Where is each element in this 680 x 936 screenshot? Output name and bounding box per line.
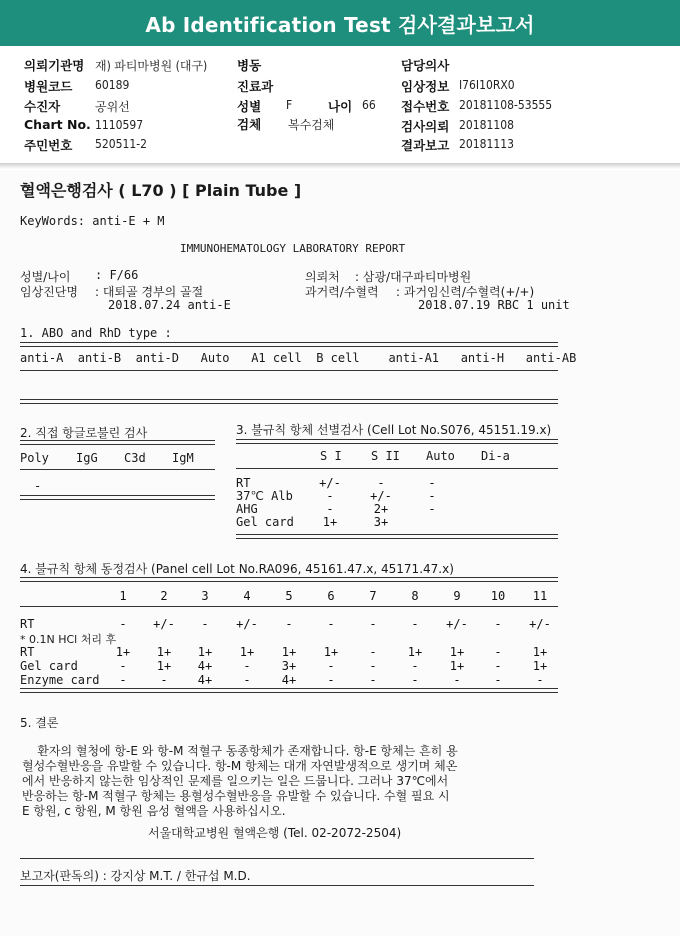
s4-cell: 1+ (115, 645, 131, 659)
request-date-label: 검사의뢰 (401, 119, 450, 134)
s4-col-header: 11 (532, 589, 548, 603)
section5-title: 5. 결론 (20, 716, 59, 730)
chart-no-value: 1110597 (95, 118, 144, 132)
s4-cell: +/- (153, 617, 175, 631)
section4-rule-top (20, 577, 558, 582)
s4-cell: - (369, 659, 377, 673)
s4-cell: +/- (236, 617, 258, 631)
s4-row-name: RT (20, 617, 35, 631)
s4-cell: - (119, 659, 127, 673)
s4-col-header: 7 (369, 589, 377, 603)
s4-cell: - (285, 617, 293, 631)
patient-header (0, 52, 680, 162)
s4-col-header: 4 (243, 589, 251, 603)
diagnosis-value: : 대퇴골 경부의 골절 (95, 285, 204, 299)
hospital-code-value: 60189 (95, 78, 130, 92)
s3-cell: - (428, 502, 436, 516)
department-label: 진료과 (237, 79, 274, 94)
s4-col-header: 5 (285, 589, 293, 603)
header-divider (0, 163, 680, 169)
s3-cell: 3+ (373, 515, 389, 529)
collector-value: 공위선 (95, 100, 130, 114)
s3-cell: - (326, 489, 334, 503)
report-title-bar (0, 0, 680, 46)
history-value: : 과거임신력/수혈력(+/+) (396, 285, 535, 299)
s4-cell: 1+ (532, 645, 548, 659)
s3-cell: - (326, 502, 334, 516)
s4-cell: 4+ (197, 659, 213, 673)
s4-cell: - (411, 617, 419, 631)
s4-cell: - (119, 673, 127, 687)
s4-row-name: * 0.1N HCl 처리 후 (20, 633, 117, 646)
s4-cell: - (243, 673, 251, 687)
s4-cell: - (411, 673, 419, 687)
s4-col-header: 3 (201, 589, 209, 603)
requester-value: : 삼광/대구파티마병원 (355, 270, 472, 284)
section1-rule-mid (20, 370, 558, 371)
s4-cell: 1+ (281, 645, 297, 659)
sex-age-value: : F/66 (95, 268, 139, 282)
report-heading: 혈액은행검사 ( L70 ) [ Plain Tube ] (20, 181, 302, 200)
collector-label: 수진자 (24, 99, 61, 114)
s2-result: - (34, 479, 42, 493)
conclusion-line: 혈성수혈반응을 유발할 수 있습니다. 항-M 항체는 대개 자연발생적으로 생기며 체온 (22, 759, 458, 773)
s4-col-header: 8 (411, 589, 419, 603)
report-date-label: 결과보고 (401, 138, 450, 153)
s3-col-auto: Auto (426, 449, 455, 463)
section1-rule-bottom (20, 399, 558, 404)
institution-label: 의뢰기관명 (24, 58, 85, 73)
conclusion-line: 환자의 혈청에 항-E 와 항-M 적혈구 동종항체가 존재합니다. 항-E 항체는 흔히 용 (22, 744, 458, 758)
s4-cell: 1+ (449, 659, 465, 673)
s3-cell: 1+ (322, 515, 338, 529)
s4-cell: 4+ (281, 673, 297, 687)
s4-cell: 1+ (449, 645, 465, 659)
s4-cell: - (494, 645, 502, 659)
s4-col-header: 6 (327, 589, 335, 603)
s4-cell: - (369, 617, 377, 631)
history-date: 2018.07.19 RBC 1 unit (418, 298, 570, 312)
section1-rule-top (20, 342, 558, 347)
section2-title: 2. 직접 항글로불린 검사 (20, 426, 148, 440)
s2-col-c3d: C3d (124, 451, 146, 465)
s4-col-header: 10 (490, 589, 506, 603)
sex-label: 성별 (237, 99, 262, 114)
specimen-label: 검체 (237, 117, 262, 132)
s4-cell: - (494, 659, 502, 673)
section3-rule-mid (236, 468, 558, 469)
s4-cell: 1+ (407, 645, 423, 659)
s3-cell: +/- (370, 489, 392, 503)
s4-cell: - (243, 659, 251, 673)
section4-rule-mid (20, 606, 558, 607)
section3-rule-top (236, 439, 558, 444)
s4-cell: - (536, 673, 544, 687)
scanned-report (0, 170, 680, 936)
report-date-value: 20181113 (459, 137, 514, 151)
section2-rule-top (20, 440, 215, 445)
diagnosis-label: 임상진단명 (20, 285, 78, 299)
s4-cell: - (453, 673, 461, 687)
keywords: KeyWords: anti-E + M (20, 214, 165, 228)
s4-cell: 3+ (281, 659, 297, 673)
request-date-value: 20181108 (459, 118, 514, 132)
s4-cell: 1+ (532, 659, 548, 673)
s3-row-name: AHG (236, 502, 258, 516)
s4-row-name: Enzyme card (20, 673, 100, 687)
conclusion-line: 반응하는 항-M 적혈구 항체는 용혈성수혈반응을 유발할 수 있습니다. 수혈 필요 시 (22, 789, 450, 803)
s4-cell: +/- (446, 617, 468, 631)
resident-no-label: 주민번호 (24, 138, 73, 153)
s4-cell: - (327, 617, 335, 631)
sex-age-label: 성별/나이 (20, 270, 71, 284)
s4-col-header: 9 (453, 589, 461, 603)
s4-cell: - (160, 673, 168, 687)
age-label: 나이 (328, 99, 353, 114)
s4-cell: 1+ (156, 659, 172, 673)
lab-title: IMMUNOHEMATOLOGY LABORATORY REPORT (180, 242, 406, 255)
s4-cell: - (369, 673, 377, 687)
requester-label: 의뢰처 (305, 270, 340, 284)
s4-cell: 4+ (197, 673, 213, 687)
s4-cell: - (119, 617, 127, 631)
report-title: Ab Identification Test 검사결과보고서 (145, 12, 535, 37)
s4-cell: - (369, 645, 377, 659)
s4-cell: - (327, 673, 335, 687)
s3-cell: 2+ (373, 502, 389, 516)
s3-cell: - (377, 476, 385, 490)
s4-row-name: RT (20, 645, 35, 659)
s4-row-name: Gel card (20, 659, 78, 673)
s4-cell: - (411, 659, 419, 673)
s3-cell: - (428, 489, 436, 503)
conclusion-line: E 항원, c 항원, M 항원 음성 혈액을 사용하십시오. (22, 804, 286, 818)
s4-cell: 1+ (197, 645, 213, 659)
clinical-info-label: 임상정보 (401, 79, 450, 94)
ward-label: 병동 (237, 58, 262, 73)
section2-rule-mid (20, 469, 215, 470)
section3-title: 3. 불규칙 항체 선별검사 (Cell Lot No.S076, 45151.19.x) (236, 423, 552, 437)
conclusion-line: 에서 반응하지 않는한 임상적인 문제를 일으키는 일은 드뭅니다. 그러나 37℃에서 (22, 774, 449, 788)
institution-value: 재) 파티마병원 (대구) (95, 59, 208, 73)
s4-cell: - (494, 617, 502, 631)
doctor-label: 담당의사 (401, 58, 450, 73)
specimen-value: 복수검체 (288, 118, 335, 132)
hospital-code-label: 병원코드 (24, 79, 73, 94)
s4-cell: - (201, 617, 209, 631)
resident-no-value: 520511-2 (95, 137, 147, 151)
receipt-no-value: 20181108-53555 (459, 98, 553, 112)
reporter-rule-top (20, 858, 534, 859)
chart-no-label: Chart No. (24, 117, 91, 132)
section2-rule-bottom (20, 495, 215, 500)
receipt-no-label: 접수번호 (401, 99, 450, 114)
s4-cell: 1+ (156, 645, 172, 659)
s3-col-si: S I (320, 449, 342, 463)
s3-row-name: RT (236, 476, 251, 490)
s3-row-name: Gel card (236, 515, 294, 529)
diagnosis-date: 2018.07.24 anti-E (108, 298, 231, 312)
institution-line: 서울대학교병원 혈액은행 (Tel. 02-2072-2504) (148, 826, 402, 840)
s2-col-igm: IgM (172, 451, 194, 465)
s3-cell: - (428, 476, 436, 490)
age-value: 66 (362, 98, 376, 112)
s4-cell: 1+ (323, 645, 339, 659)
reporter-line: 보고자(판독의) : 강지상 M.T. / 한규섭 M.D. (20, 869, 251, 883)
s4-col-header: 1 (119, 589, 127, 603)
clinical-info-value: I76I10RX0 (459, 78, 515, 92)
section4-rule-bottom (20, 688, 558, 693)
s3-cell: +/- (319, 476, 341, 490)
history-label: 과거력/수혈력 (305, 285, 379, 299)
s4-cell: - (327, 659, 335, 673)
sex-value: F (286, 98, 293, 112)
s2-col-igg: IgG (76, 451, 98, 465)
section3-rule-bottom (236, 534, 558, 539)
s3-col-sii: S II (371, 449, 400, 463)
section1-columns: anti-A anti-B anti-D Auto A1 cell B cell anti-A1 anti-H anti-AB (20, 351, 577, 365)
s3-row-name: 37℃ Alb (236, 489, 293, 503)
s2-col-poly: Poly (20, 451, 49, 465)
s4-cell: 1+ (239, 645, 255, 659)
s4-cell: +/- (529, 617, 551, 631)
s3-col-dia: Di-a (481, 449, 510, 463)
reporter-rule-bottom (20, 885, 534, 886)
s4-col-header: 2 (160, 589, 168, 603)
section1-title: 1. ABO and RhD type : (20, 326, 172, 340)
s4-cell: - (494, 673, 502, 687)
section4-title: 4. 불규칙 항체 동정검사 (Panel cell Lot No.RA096, 45161.47.x, 45171.47.x) (20, 562, 454, 576)
